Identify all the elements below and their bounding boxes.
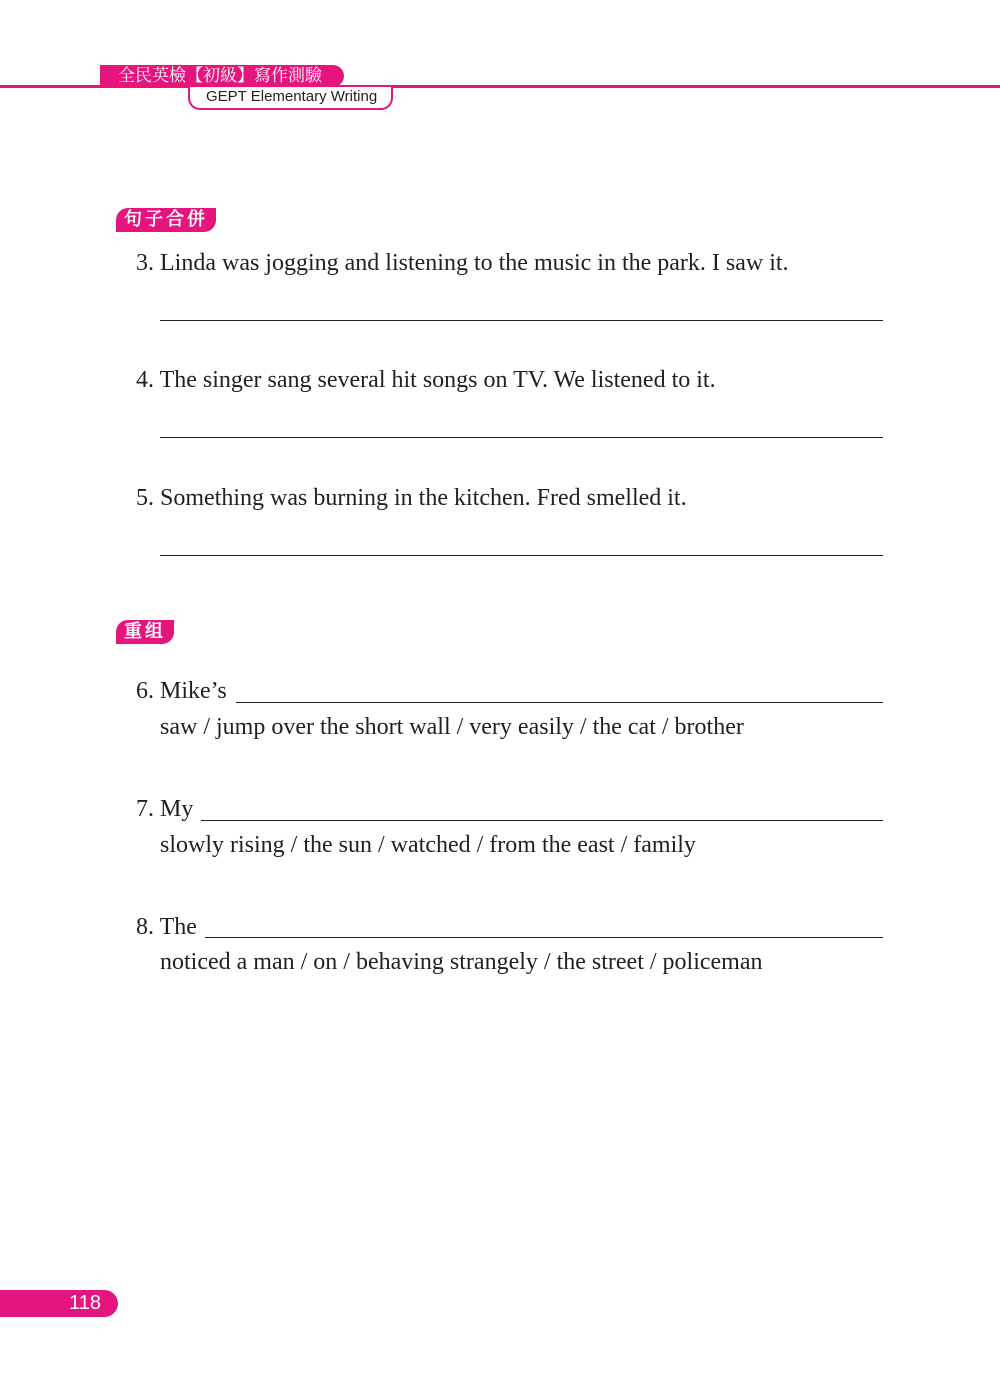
book-title: 全民英檢【初級】寫作測驗 [100, 65, 344, 87]
answer-line-6[interactable] [236, 702, 883, 703]
question-start: My [160, 796, 194, 822]
question-4 [136, 365, 716, 395]
question-start: Mike’s [160, 678, 227, 704]
book-subtitle: GEPT Elementary Writing [188, 87, 393, 110]
question-7-hint: slowly rising / the sun / watched / from the east / family [160, 832, 696, 858]
question-number: 4. [136, 367, 154, 393]
question-text: The singer sang several hit songs on TV. We listened to it. [159, 367, 716, 393]
question-number: 3. [136, 250, 154, 276]
section-tag-sentence-combining: 句子合併 [116, 208, 216, 232]
question-8-hint: noticed a man / on / behaving strangely / the street / policeman [160, 949, 763, 975]
section-tag-reorder: 重组 [116, 620, 174, 644]
question-number: 8. [136, 914, 154, 940]
question-text: Something was burning in the kitchen. Fred smelled it. [160, 485, 687, 511]
question-6 [136, 676, 227, 706]
question-6-hint: saw / jump over the short wall / very easily / the cat / brother [160, 714, 744, 740]
answer-line-4[interactable] [160, 437, 883, 438]
question-number: 5. [136, 485, 154, 511]
question-text: Linda was jogging and listening to the music in the park. I saw it. [160, 250, 789, 276]
answer-line-5[interactable] [160, 555, 883, 556]
question-5 [136, 483, 687, 513]
answer-line-7[interactable] [201, 820, 883, 821]
question-number: 7. [136, 796, 154, 822]
answer-line-8[interactable] [205, 937, 883, 938]
question-7 [136, 794, 193, 824]
question-3 [136, 248, 789, 278]
page-number: 118 [0, 1290, 118, 1317]
answer-line-3[interactable] [160, 320, 883, 321]
question-start: The [159, 914, 197, 940]
question-8 [136, 912, 197, 942]
question-number: 6. [136, 678, 154, 704]
